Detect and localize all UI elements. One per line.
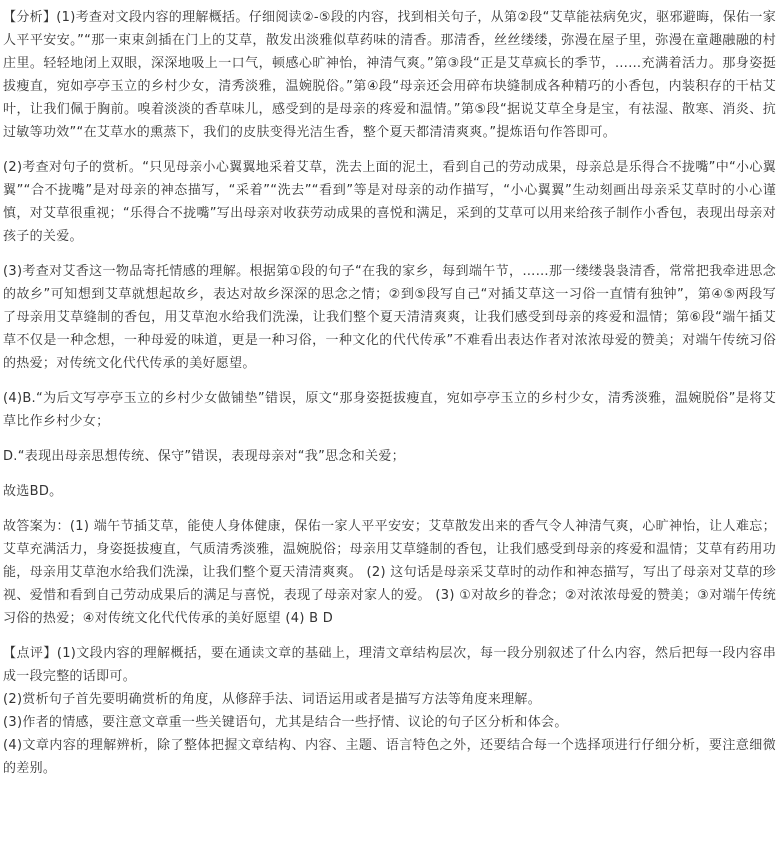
analysis-item-5: D.“表现出母亲思想传统、保守”错误，表现母亲对“我”思念和关爱； — [3, 449, 405, 464]
answer-summary: 故答案为：(1) 端午节插艾草，能使人身体健康，保佑一家人平平安安；艾草散发出来的香气令人神清气爽，心旷神怡，让人难忘；艾草充满活力，身姿挺拔瘦直，气质清秀淡雅，温婉脱俗；母亲用艾草缝制的香包，让我们感受到母亲的疼爱和温情；艾草有药用功能，母亲用艾草泡水给我们洗澡，让我们整个夏天清清爽爽。 (2) 这句话是母亲采艾草时的动作和神态描写，写出了母亲对艾草的珍视、爱惜和看到自己劳动成果后的满足与喜悦，表现了母亲对家人的爱。 (3) ①对故乡的眷念；②对浓浓母爱的赞美；③对端午传统习俗的热爱；④对传统文化代代传承的美好愿望 (4) B D — [3, 519, 776, 626]
comment-item-4: (4)文章内容的理解辨析，除了整体把握文章结构、内容、主题、语言特色之外，还要结合每一个选择项进行仔细分析，要注意细微的差别。 — [3, 738, 776, 776]
analysis-item-4: (4)B.“为后文写亭亭玉立的乡村少女做铺垫”错误，原文“那身姿挺拔瘦直，宛如亭亭玉立的乡村少女，清秀淡雅，温婉脱俗”是将艾草比作乡村少女； — [3, 391, 776, 429]
analysis-item-1: 【分析】(1)考查对文段内容的理解概括。仔细阅读②-⑤段的内容，找到相关句子，从第②段“艾草能祛病免灾，驱邪避晦，保佑一家人平平安安。”“那一束束剑插在门上的艾草，散发出淡雅似草药味的清香。那清香，丝丝缕缕，弥漫在屋子里，弥漫在童趣融融的村庄里。轻轻地闭上双眼，深深地吸上一口气，顿感心旷神怡，神清气爽。”第③段“正是艾草疯长的季节，……充满着活力。那身姿挺拔瘦直，宛如亭亭玉立的乡村少女，清秀淡雅，温婉脱俗。”第④段“母亲还会用碎布块缝制成各种精巧的小香包，内装积存的干枯艾叶，让我们佩于胸前。嗅着淡淡的香草味儿，感受到的是母亲的疼爱和温情。”第⑤段“据说艾草全身是宝，有祛湿、散寒、消炎、抗过敏等功效”“在艾草水的熏蒸下，我们的皮肤变得光洁生香，整个夏天都清清爽爽。”提炼语句作答即可。 — [3, 10, 776, 140]
analysis-item-3: (3)考查对艾香这一物品寄托情感的理解。根据第①段的句子“在我的家乡，每到端午节，……那一缕缕袅袅清香，常常把我牵进思念的故乡”可知想到艾草就想起故乡，表达对故乡深深的思念之情；②到⑤段写自己“对插艾草这一习俗一直情有独钟”，第④⑤两段写了母亲用艾草缝制的香包，用艾草泡水给我们洗澡，让我们整个夏天清清爽爽，让我们感受到母亲的疼爱和温情；第⑥段“端午插艾草不仅是一种念想，一种母爱的味道，更是一种习俗，一种文化的代代传承”不难看出表达作者对浓浓母爱的赞美；对端午传统习俗的热爱；对传统文化代代传承的美好愿望。 — [3, 264, 776, 371]
comment-item-3: (3)作者的情感，要注意文章重一些关键语句，尤其是结合一些抒情、议论的句子区分析和体会。 — [3, 715, 568, 730]
comment-item-2: (2)赏析句子首先要明确赏析的角度，从修辞手法、词语运用或者是描写方法等角度来理解。 — [3, 692, 542, 707]
analysis-conclusion: 故选BD。 — [3, 484, 63, 499]
comment-item-1: 【点评】(1)文段内容的理解概括，要在通读文章的基础上，理清文章结构层次，每一段分别叙述了什么内容，然后把每一段内容串成一段完整的话即可。 — [3, 646, 776, 684]
analysis-item-2: (2)考查对句子的赏析。“只见母亲小心翼翼地采着艾草，洗去上面的泥土，看到自己的劳动成果，母亲总是乐得合不拢嘴”中“小心翼翼”“合不拢嘴”是对母亲的神态描写，“采着”“洗去”“看到”等是对母亲的动作描写，“小心翼翼”生动刻画出母亲采艾草时的小心谨慎，对艾草很重视；“乐得合不拢嘴”写出母亲对收获劳动成果的喜悦和满足，采到的艾草可以用来给孩子制作小香包，表现出母亲对孩子的关爱。 — [3, 160, 776, 244]
